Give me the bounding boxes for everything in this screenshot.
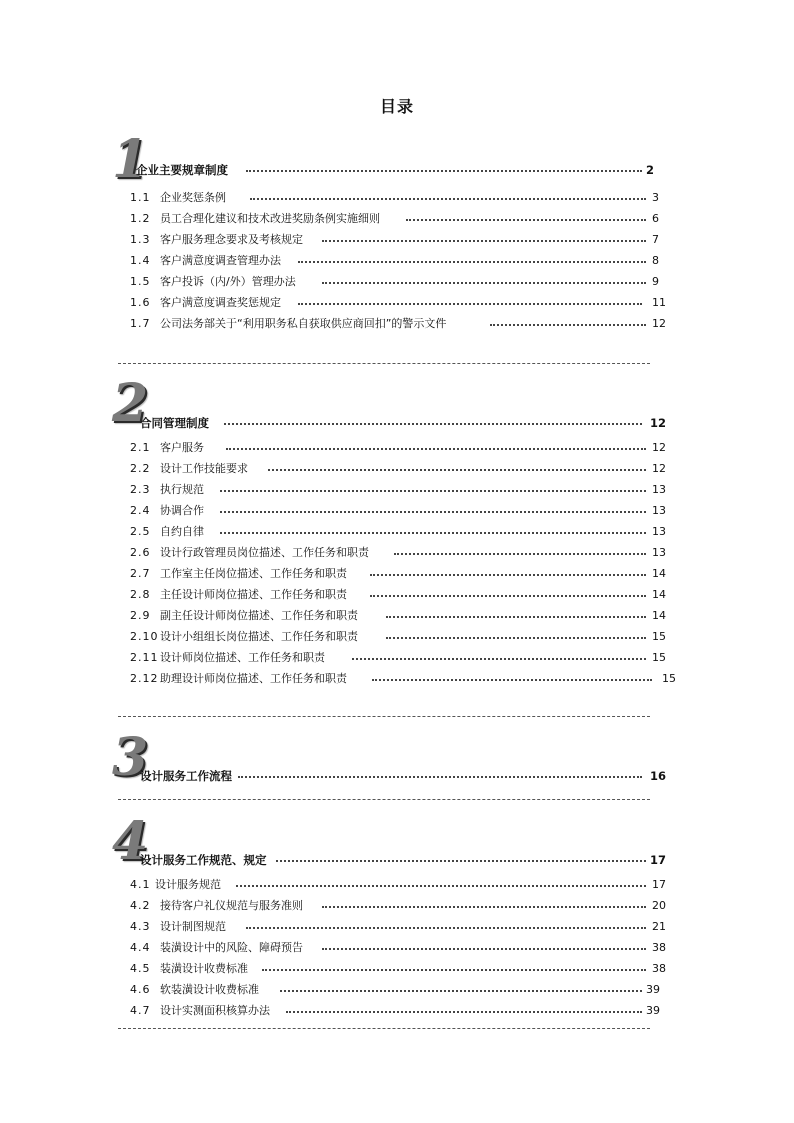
leader-dots: [276, 857, 646, 862]
toc-page-number: 21: [652, 920, 666, 933]
toc-entry-number: 2.12: [130, 672, 159, 685]
toc-entry-title: 企业奖惩条例: [160, 191, 226, 204]
toc-entry[interactable]: [0, 920, 794, 934]
toc-page-number: 39: [646, 983, 660, 996]
leader-dots: [236, 882, 646, 887]
toc-entry-title: 客户投诉（内/外）管理办法: [160, 275, 296, 288]
leader-dots: [372, 676, 652, 681]
toc-page-number: 17: [652, 878, 666, 891]
toc-entry-number: 4.2: [130, 899, 151, 912]
toc-entry-title: 设计服务规范: [155, 878, 221, 891]
leader-dots: [238, 773, 642, 778]
toc-page-number: 8: [652, 254, 659, 267]
toc-entry[interactable]: [0, 191, 794, 205]
toc-entry[interactable]: [0, 962, 794, 976]
toc-entry-number: 2.3: [130, 483, 151, 496]
toc-page-number: 2: [646, 163, 655, 177]
toc-page-number: 12: [650, 416, 667, 430]
toc-entry-number: 4.1: [130, 878, 151, 891]
toc-entry-title: 公司法务部关于“利用职务私自获取供应商回扣”的警示文件: [160, 317, 447, 330]
toc-entry[interactable]: [0, 546, 794, 560]
toc-entry[interactable]: [0, 212, 794, 226]
toc-page-number: 13: [652, 546, 666, 559]
leader-dots: [370, 571, 646, 576]
section-number-graphic: 3: [112, 727, 149, 788]
toc-page-number: 12: [652, 441, 666, 454]
leader-dots: [246, 924, 646, 929]
toc-entry[interactable]: [0, 878, 794, 892]
leader-dots: [322, 237, 646, 242]
toc-entry[interactable]: [0, 941, 794, 955]
toc-page-number: 7: [652, 233, 659, 246]
section-number-graphic: 4: [112, 811, 149, 872]
section-divider: [118, 1028, 650, 1029]
toc-page-number: 39: [646, 1004, 660, 1017]
toc-entry[interactable]: [0, 630, 794, 644]
toc-section-title: 合同管理制度: [140, 416, 209, 430]
leader-dots: [298, 258, 646, 263]
toc-entry[interactable]: [0, 588, 794, 602]
toc-entry[interactable]: [0, 275, 794, 289]
toc-entry[interactable]: [0, 609, 794, 623]
leader-dots: [268, 466, 646, 471]
toc-entry-title: 软装潢设计收费标准: [160, 983, 259, 996]
leader-dots: [226, 445, 646, 450]
leader-dots: [406, 216, 646, 221]
section-number-graphic: 1: [112, 129, 149, 190]
section-divider: [118, 799, 650, 800]
toc-entry[interactable]: [0, 525, 794, 539]
toc-entry-title: 助理设计师岗位描述、工作任务和职责: [160, 672, 347, 685]
toc-page-number: 11: [652, 296, 666, 309]
toc-page-number: 38: [652, 962, 666, 975]
leader-dots: [370, 592, 646, 597]
toc-page-number: 14: [652, 588, 666, 601]
toc-entry-number: 1.1: [130, 191, 151, 204]
toc-entry[interactable]: [0, 672, 794, 686]
toc-entry-title: 设计小组组长岗位描述、工作任务和职责: [160, 630, 358, 643]
toc-entry[interactable]: [0, 296, 794, 310]
leader-dots: [224, 420, 642, 425]
section-divider: [118, 363, 650, 364]
toc-entry-number: 2.9: [130, 609, 151, 622]
toc-page-number: 20: [652, 899, 666, 912]
leader-dots: [386, 613, 646, 618]
leader-dots: [262, 966, 646, 971]
toc-entry-number: 2.6: [130, 546, 151, 559]
toc-section-title: 设计服务工作规范、规定: [140, 853, 267, 867]
leader-dots: [352, 655, 646, 660]
toc-entry-number: 1.2: [130, 212, 151, 225]
toc-entry-title: 工作室主任岗位描述、工作任务和职责: [160, 567, 347, 580]
toc-entry-number: 4.3: [130, 920, 151, 933]
toc-entry-title: 设计实测面积核算办法: [160, 1004, 270, 1017]
toc-page-number: 12: [652, 462, 666, 475]
toc-entry-title: 主任设计师岗位描述、工作任务和职责: [160, 588, 347, 601]
leader-dots: [298, 300, 642, 305]
toc-entry-number: 1.4: [130, 254, 151, 267]
toc-entry-title: 设计行政管理员岗位描述、工作任务和职责: [160, 546, 369, 559]
toc-entry-title: 协调合作: [160, 504, 204, 517]
toc-entry-number: 4.4: [130, 941, 151, 954]
toc-section-title: 设计服务工作流程: [140, 769, 232, 783]
toc-page-number: 13: [652, 525, 666, 538]
toc-page-number: 12: [652, 317, 666, 330]
toc-entry-number: 1.6: [130, 296, 151, 309]
toc-entry-title: 设计制图规范: [160, 920, 226, 933]
toc-entry-number: 1.5: [130, 275, 151, 288]
toc-entry[interactable]: [0, 651, 794, 665]
toc-entry-number: 1.7: [130, 317, 151, 330]
leader-dots: [280, 987, 642, 992]
toc-entry-title: 客户服务理念要求及考核规定: [160, 233, 303, 246]
toc-entry-title: 员工合理化建议和技术改进奖励条例实施细则: [160, 212, 380, 225]
toc-page-number: 13: [652, 483, 666, 496]
toc-entry[interactable]: [0, 233, 794, 247]
toc-entry[interactable]: [0, 483, 794, 497]
toc-entry-title: 装潢设计收费标准: [160, 962, 248, 975]
toc-entry-title: 自约自律: [160, 525, 204, 538]
toc-entry-number: 1.3: [130, 233, 151, 246]
toc-entry-number: 2.5: [130, 525, 151, 538]
leader-dots: [386, 634, 646, 639]
toc-page-number: 15: [662, 672, 676, 685]
toc-entry-title: 客户服务: [160, 441, 204, 454]
toc-entry-title: 执行规范: [160, 483, 204, 496]
toc-entry-number: 2.11: [130, 651, 159, 664]
leader-dots: [490, 321, 646, 326]
toc-section-heading[interactable]: [0, 163, 794, 177]
leader-dots: [322, 279, 646, 284]
leader-dots: [246, 167, 642, 172]
toc-page-number: 6: [652, 212, 659, 225]
toc-entry[interactable]: [0, 1004, 794, 1018]
section-number-graphic: 2: [112, 373, 149, 434]
toc-entry-number: 2.1: [130, 441, 151, 454]
toc-entry-number: 4.6: [130, 983, 151, 996]
toc-page-number: 15: [652, 630, 666, 643]
toc-entry[interactable]: [0, 983, 794, 997]
section-divider: [118, 716, 650, 717]
page-title: 目录: [379, 97, 414, 116]
leader-dots: [322, 945, 646, 950]
leader-dots: [394, 550, 646, 555]
toc-entry-title: 装潢设计中的风险、障碍预告: [160, 941, 303, 954]
leader-dots: [220, 508, 646, 513]
toc-entry-number: 2.8: [130, 588, 151, 601]
toc-entry-number: 2.7: [130, 567, 151, 580]
toc-entry[interactable]: [0, 317, 794, 331]
toc-entry-title: 副主任设计师岗位描述、工作任务和职责: [160, 609, 358, 622]
toc-page-number: 9: [652, 275, 659, 288]
toc-entry-number: 2.2: [130, 462, 151, 475]
leader-dots: [220, 529, 646, 534]
toc-page-number: 15: [652, 651, 666, 664]
toc-entry[interactable]: [0, 899, 794, 913]
toc-page-number: 14: [652, 567, 666, 580]
toc-page-number: 17: [650, 853, 667, 867]
toc-entry-title: 客户满意度调查管理办法: [160, 254, 281, 267]
toc-entry[interactable]: [0, 567, 794, 581]
toc-entry[interactable]: [0, 254, 794, 268]
toc-entry-number: 2.4: [130, 504, 151, 517]
toc-entry[interactable]: [0, 441, 794, 455]
toc-entry-title: 设计工作技能要求: [160, 462, 248, 475]
toc-section-heading[interactable]: [0, 769, 794, 783]
toc-section-title: 企业主要规章制度: [136, 163, 228, 177]
leader-dots: [250, 195, 646, 200]
toc-section-heading[interactable]: [0, 416, 794, 430]
toc-entry-number: 2.10: [130, 630, 159, 643]
toc-section-heading[interactable]: [0, 853, 794, 867]
toc-page-number: 14: [652, 609, 666, 622]
toc-entry-number: 4.5: [130, 962, 151, 975]
toc-page-number: 16: [650, 769, 667, 783]
toc-entry-title: 客户满意度调查奖惩规定: [160, 296, 281, 309]
leader-dots: [322, 903, 646, 908]
toc-page-number: 3: [652, 191, 659, 204]
toc-page-number: 38: [652, 941, 666, 954]
leader-dots: [286, 1008, 642, 1013]
toc-entry-title: 设计师岗位描述、工作任务和职责: [160, 651, 325, 664]
toc-entry-number: 4.7: [130, 1004, 151, 1017]
toc-page-number: 13: [652, 504, 666, 517]
toc-entry[interactable]: [0, 504, 794, 518]
leader-dots: [220, 487, 646, 492]
toc-entry-title: 接待客户礼仪规范与服务准则: [160, 899, 303, 912]
toc-entry[interactable]: [0, 462, 794, 476]
